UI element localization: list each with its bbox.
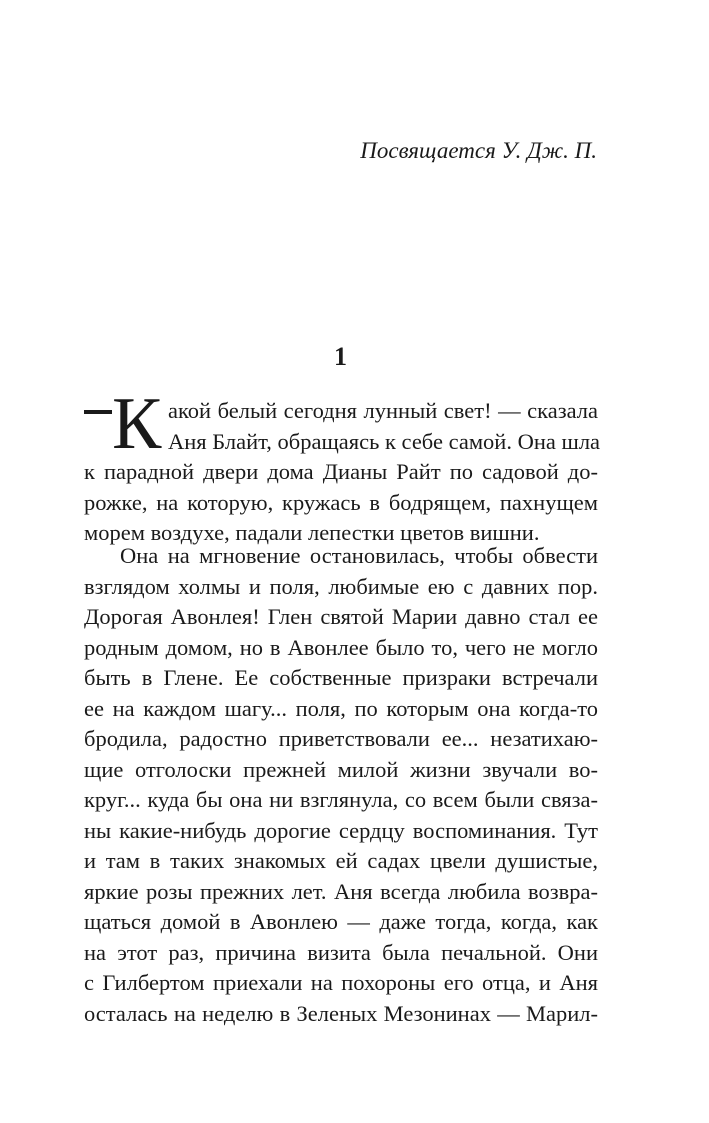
paragraph-line: родным домом, но в Авонлее было то, чего не могло (84, 634, 598, 660)
paragraph-line: к парадной двери дома Дианы Райт по садовой до- (84, 459, 598, 484)
paragraph-line: рожке, на которую, кружась в бодрящем, пахнущем (84, 489, 598, 515)
paragraph-line: Дорогая Авонлея! Глен святой Марии давно стал ее (84, 604, 598, 629)
chapter-number: 1 (334, 342, 347, 371)
paragraph-line: щаться домой в Авонлею — даже тогда, когда, как (84, 909, 598, 934)
paragraph-line: Аня Блайт, обращаясь к себе самой. Она шла (168, 428, 601, 454)
drop-cap-letter: К (112, 383, 160, 465)
paragraph-line: Она на мгновение остановилась, чтобы обвести (120, 543, 598, 568)
paragraph-line: бродила, радостно приветствовали ее... незатихаю- (84, 726, 598, 751)
paragraph-line: морем воздухе, падали лепестки цветов вишни. (84, 520, 540, 545)
dedication: Посвящается У. Дж. П. (360, 138, 597, 163)
paragraph-line: взглядом холмы и поля, любимые ею с давних пор. (84, 573, 598, 599)
paragraph-2 (84, 541, 598, 1029)
paragraph-line: ны какие-нибудь дорогие сердцу воспоминания. Тут (84, 817, 598, 843)
paragraph-line: щие отголоски прежней милой жизни звучали во- (84, 756, 598, 782)
paragraph-1 (84, 396, 601, 549)
paragraph-line: и там в таких знакомых ей садах цвели душистые, (84, 848, 598, 873)
paragraph-line: на этот раз, причина визита была печальной. Они (84, 939, 598, 965)
paragraph-line: круг... куда бы она ни взглянула, со всем были связа- (84, 787, 598, 812)
paragraph-line: быть в Глене. Ее собственные призраки встречали (84, 665, 598, 690)
paragraph-line: яркие розы прежних лет. Аня всегда любила возвра- (84, 878, 598, 904)
paragraph-line: с Гилбертом приехали на похороны его отца, и Аня (84, 970, 598, 995)
paragraph-line: осталась на неделю в Зеленых Мезонинах — Марил- (84, 1000, 598, 1026)
paragraph-line: акой белый сегодня лунный свет! — сказала (168, 398, 598, 423)
paragraph-line: ее на каждом шагу... поля, по которым она когда-то (84, 695, 598, 721)
